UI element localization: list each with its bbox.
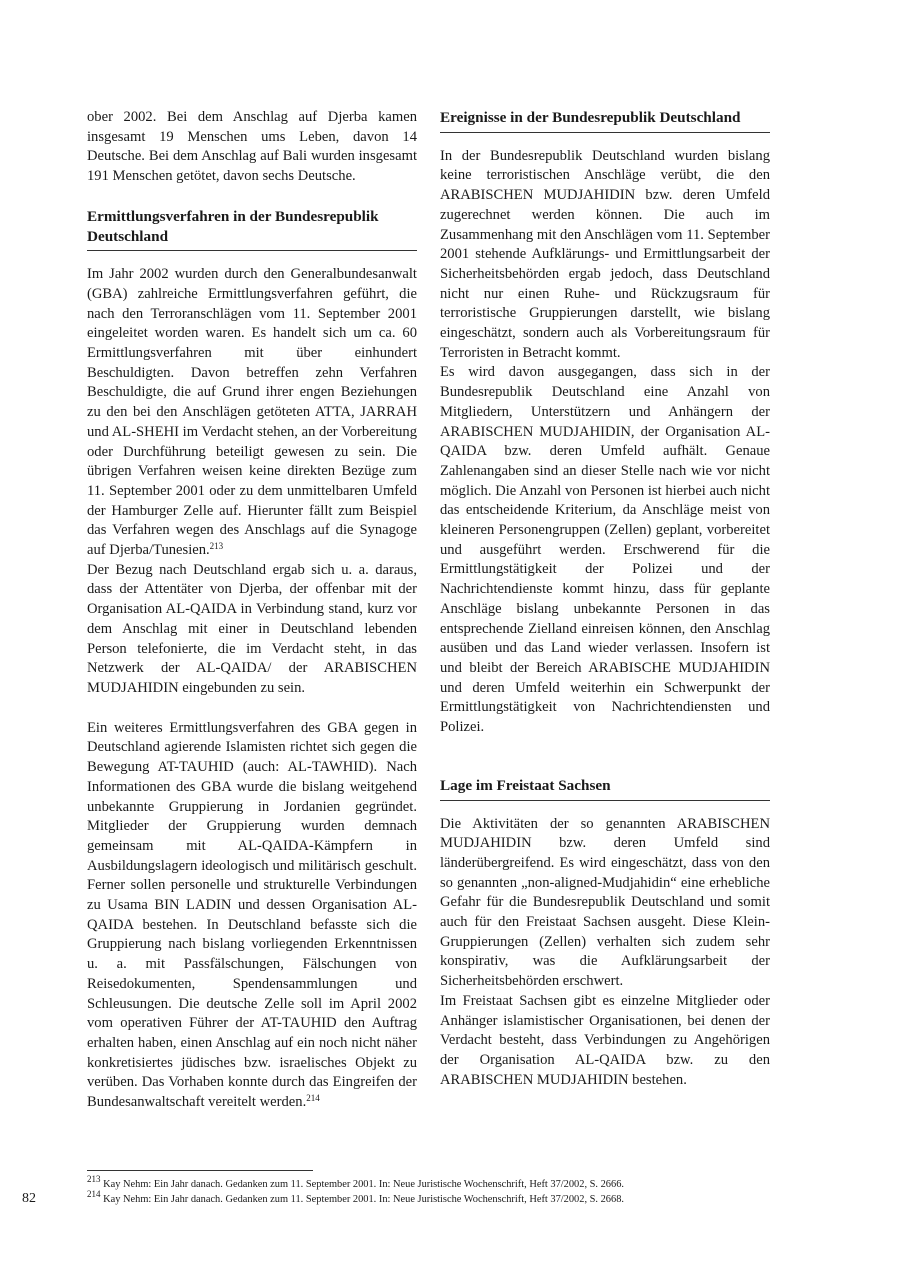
footnotes (87, 1174, 847, 1207)
left-column (87, 108, 417, 1113)
paragraph: In der Bundesrepublik Deutschland wurden bislang keine terroristischen Anschläge verübt, die den ARABISCHEN MUDJAHIDIN bzw. deren Umfeld zugerechnet werden können. Die auch im Zusammenhang mit den Anschlägen vom 11. September 2001 stehende Aufklärungs- und Ermittlungsarbeit der Sicherheitsbehörden ergab jedoch, dass Deutschland nicht nur einen Ruhe- und Rückzugsraum für terroristische Gruppierungen darstellt, wie bislang eingeschätzt, sondern auch als Vorbereitungsraum für Terroristen in Betracht kommt. (440, 147, 770, 361)
spacer (87, 187, 417, 207)
footnote-number: 214 (87, 1189, 101, 1199)
paragraph-text: Im Jahr 2002 wurden durch den Generalbundesanwalt (GBA) zahlreiche Ermittlungsverfahren geführt, die nach den Terroranschlägen vom 11. September 2001 eingeleitet worden waren. Es handelt sich um ca. 60 Ermittlungsverfahren mit über einhundert Beschuldigten. Davon betreffen zehn Verfahren Beschuldigte, die auf Grund ihrer engen Beziehungen zu den bei den Anschlägen getöteten ATTA, JARRAH und AL-SHEHI im Verdacht stehen, an der Vorbereitung oder Durchführung beteiligt gewesen zu sein. Die übrigen Verfahren weisen keine direkten Bezüge zum 11. September 2001 oder zu dem unmittelbaren Umfeld der Hamburger Zelle auf. Hierunter fällt zum Beispiel das Verfahren wegen des Anschlags auf die Synagoge auf Djerba/Tunesien. (87, 266, 417, 559)
footnote (87, 1189, 847, 1207)
spacer (440, 738, 770, 776)
footnote-text: Kay Nehm: Ein Jahr danach. Gedanken zum 11. September 2001. In: Neue Juristische Wochenschrift, Heft 37/2002, S. 2666. (103, 1179, 624, 1190)
footnote (87, 1174, 847, 1192)
footnote-ref[interactable]: 213 (209, 541, 224, 552)
paragraph: Die Aktivitäten der so genannten ARABISCHEN MUDJAHIDIN bzw. deren Umfeld sind länderübergreifend. Es wird eingeschätzt, dass von den so genannten „non-aligned-Mudjahidin“ eine erhebliche Gefahr für die Bundesrepublik Deutschland und somit auch für den Freistaat Sachsen ausgeht. Diese Klein-Gruppierungen (Zellen) verhalten sich zudem sehr konspirativ, was die Aufklärungsarbeit der Sicherheitsbehörden erschwert. (440, 815, 770, 990)
paragraph: Im Freistaat Sachsen gibt es einzelne Mitglieder oder Anhänger islamistischer Organisationen, bei denen der Verdacht besteht, dass Verbindungen zu Angehörigen der Organisation AL-QAIDA bzw. zu den ARABISCHEN MUDJAHIDIN bestehen. (440, 992, 770, 1088)
paragraph-text: Ein weiteres Ermittlungsverfahren des GBA gegen in Deutschland agierende Islamisten richtet sich gegen die Bewegung AT-TAUHID (auch: AL-TAWHID). Nach Informationen des GBA wurde die bislang weitgehend unbekannte Gruppierung in Jordanien gegründet. Mitglieder der Gruppierung wurden demnach gemeinsam mit AL-QAIDA-Kämpfern in Ausbildungslagern ideologisch und militärisch geschult. Ferner sollen personelle und strukturelle Verbindungen zu Usama BIN LADIN und dessen Organisation AL-QAIDA bestehen. In Deutschland befasste sich die Gruppierung nach bislang vorliegenden Erkenntnissen u. a. mit Passfälschungen, Fälschungen von Reisedokumenten, Spendensammlungen und Schleusungen. Die deutsche Zelle soll im April 2002 vom operativen Führer der AT-TAUHID den Auftrag erhalten haben, einen Anschlag auf ein noch nicht näher konkretisiertes jüdisches bzw. israelisches Objekt zu verüben. Das Vorhaben konnte durch das Eingreifen der Bundesanwaltschaft vereitelt werden. (87, 719, 417, 1111)
paragraph: Es wird davon ausgegangen, dass sich in der Bundesrepublik Deutschland eine Anzahl von Mitgliedern, Unterstützern und Anhängern der ARABISCHEN MUDJAHIDIN, der Organisation AL-QAIDA bzw. deren Umfeld aufhält. Genaue Zahlenangaben sind an dieser Stelle nach wie vor nicht möglich. Die Anzahl von Personen ist hierbei auch nicht das entscheidende Kriterium, da Anschläge meist von kleineren Personengruppen (Zellen) geplant, vorbereitet und ausgeführt werden. Erschwerend für die Ermittlungstätigkeit der Polizei und der Nachrichtendienste kommt hinzu, dass für geplante Anschläge bislang unbekannte Personen in das entsprechende Zielland einreisen können, den Anschlag ausüben und das Land wieder verlassen. Insofern ist und bleibt der Bereich ARABISCHE MUDJAHIDIN und deren Umfeld weiterhin ein Schwerpunkt der Ermittlungstätigkeit von Nachrichtendiensten und Polizei. (440, 364, 770, 736)
footnote-text: Kay Nehm: Ein Jahr danach. Gedanken zum 11. September 2001. In: Neue Juristische Wochenschrift, Heft 37/2002, S. 2668. (103, 1194, 624, 1205)
paragraph: Der Bezug nach Deutschland ergab sich u. a. daraus, dass der Attentäter von Djerba, der offenbar mit der Organisation AL-QAIDA in Verbindung stand, kurz vor dem Anschlag mit einer in Deutschland lebenden Person telefonierte, die im Verdacht steht, in das Netzwerk der AL-QAIDA/ der ARABISCHEN MUDJAHIDIN eingebunden zu sein. (87, 561, 417, 696)
page-number: 82 (22, 1191, 36, 1206)
paragraph: ober 2002. Bei dem Anschlag auf Djerba kamen insgesamt 19 Menschen ums Leben, davon 14 Deutsche. Bei dem Anschlag auf Bali wurden insgesamt 191 Menschen getötet, davon sechs Deutsche. (87, 109, 417, 185)
section-heading: Lage im Freistaat Sachsen (440, 776, 770, 801)
footnote-divider (87, 1170, 313, 1171)
paragraph (87, 719, 417, 1113)
right-column (440, 108, 770, 1090)
footnote-ref[interactable]: 214 (306, 1093, 320, 1104)
spacer (87, 699, 417, 719)
paragraph (87, 265, 417, 561)
section-heading: Ermittlungsverfahren in der Bundesrepublik Deutschland (87, 207, 417, 251)
section-heading: Ereignisse in der Bundesrepublik Deutschland (440, 108, 770, 133)
footnote-number: 213 (87, 1174, 101, 1184)
